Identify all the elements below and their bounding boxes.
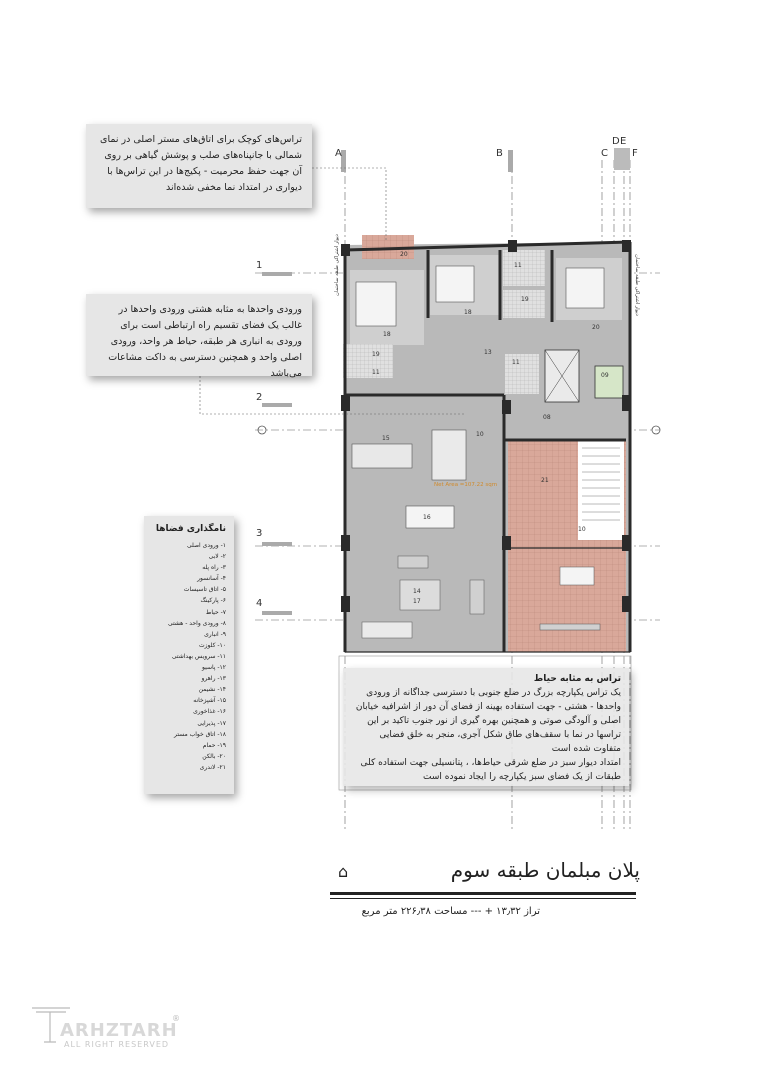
legend-item: ۳- راه پله — [202, 564, 226, 572]
room-tag: 14 — [413, 588, 421, 595]
room-tag: 19 — [372, 351, 380, 358]
legend-item: ۲- لابی — [208, 553, 226, 561]
arhztarh-logo — [30, 1002, 180, 1052]
title-underline — [330, 892, 636, 895]
grid-col-label: C — [601, 148, 608, 159]
terrace-note-body: یک تراس یکپارچه بزرگ در ضلع جنوبی با دسترسی جداگانه از ورودی واحدها - هشتی - جهت استفاده بهینه از فضای آن دور از اشرافیه خیابان اصلی و آلودگی صوتی و همچنین بهره گیری از نور جنوب تاکید بر این تراسها در نما با سقف‌های طاق شکل آجری، منجر به خلق فضایی متفاوت شده است — [355, 688, 621, 754]
legend-item: ۹- انباری — [204, 630, 226, 638]
legend-item: ۱۹- حمام — [202, 741, 226, 749]
legend-item: ۲۱- لاندری — [199, 763, 226, 771]
legend-item: ۱۸- اتاق خواب مستر — [174, 730, 226, 738]
room-tag: 18 — [464, 309, 472, 316]
room-tag: 10 — [476, 431, 484, 438]
room-tag: 11 — [512, 359, 520, 366]
room-tag: 17 — [413, 598, 421, 605]
room-tag: 11 — [372, 369, 380, 376]
grid-row-label: 4 — [256, 598, 263, 609]
spaces-legend — [144, 516, 234, 794]
legend-title: نامگذاری فضاها — [155, 524, 226, 534]
room-tag: 08 — [543, 414, 551, 421]
legend-item: ۱۳- راهرو — [201, 675, 226, 683]
legend-item: ۵- اتاق تاسیسات — [183, 586, 226, 594]
room-tag: 18 — [383, 331, 391, 338]
grid-col-label: A — [335, 148, 342, 159]
side-label-left: دیوار اشتراکی طبقه ساختمان — [333, 234, 340, 296]
grid-col-label: B — [496, 148, 503, 159]
room-tag: 11 — [514, 262, 522, 269]
logo-name: ARHZTARH — [60, 1020, 178, 1041]
legend-item: ۱- ورودی اصلی — [186, 542, 226, 549]
legend-item: ۷- حیاط — [205, 608, 226, 616]
room-tag: 19 — [521, 296, 529, 303]
terrace-note-body-2: امتداد دیوار سبز در ضلع شرقی حیاط‌ها، ، پتانسیلی جهت استفاده کلی طبقات از یک فضای سبز یکپارچه را ایجاد نموده است — [360, 758, 621, 782]
room-tag: 15 — [382, 435, 390, 442]
note-terrace-as-yard — [343, 668, 629, 786]
drawing-subtitle: تراز ۱۳٫۳۲ + --- مساحت ۲۲۶٫۳۸ متر مربع — [361, 906, 540, 917]
legend-item: ۶- پارکینگ — [200, 597, 226, 605]
legend-item: ۸- ورودی واحد - هشتی — [167, 619, 226, 627]
legend-item: ۱۶- غذاخوری — [193, 708, 226, 716]
grid-row-label: 3 — [256, 528, 263, 539]
logo-registered: ® — [172, 1014, 180, 1023]
note-unit-entry: ورودی واحدها به مثابه هشتی ورودی واحدها در غالب یک فضای تقسیم راه ارتباطی است برای ورودی به انباری هر طبقه، حیاط هر واحد، ورودی اصلی واحد و همچنین دسترسی به داکت مشاعات می‌باشد — [86, 294, 312, 376]
grid-col-label: F — [632, 148, 638, 159]
grid-row-label: 1 — [256, 260, 263, 271]
grid-row-label: 2 — [256, 392, 263, 403]
side-label-right: دیوار اشتراکی طبقه ساختمان — [633, 254, 640, 316]
legend-item: ۱۲- پاسیو — [202, 664, 226, 672]
terrace-note-title: تراس به مثابه حیاط — [533, 674, 621, 684]
title-underline-thin — [330, 898, 636, 899]
legend-item: ۲۰- بالکن — [202, 752, 226, 760]
legend-item: ۴- آسانسور — [197, 575, 226, 583]
room-tag: 10 — [578, 526, 586, 533]
room-tag: 20 — [592, 324, 600, 331]
room-tag: 09 — [601, 372, 609, 379]
room-tag: 21 — [541, 477, 549, 484]
north-arrow-icon: ⌂ — [338, 862, 349, 881]
legend-item: ۱۰- کلوزت — [198, 641, 226, 649]
grid-col-label: E — [620, 136, 627, 147]
room-tag: 16 — [423, 514, 431, 521]
legend-item: ۱۴- نشیمن — [198, 686, 226, 694]
room-tag: 20 — [400, 251, 408, 258]
grid-col-label: D — [612, 136, 620, 147]
drawing-title: پلان مبلمان طبقه سوم — [450, 858, 640, 882]
legend-item: ۱۷- پذیرایی — [197, 719, 226, 727]
net-area-label: Net Area =107.22 sqm — [434, 482, 498, 488]
note-north-terraces: تراس‌های کوچک برای اتاق‌های مستر اصلی در نمای شمالی با جانپناه‌های صلب و پوشش گیاهی بر روی آن جهت حفظ محرمیت - پکیج‌ها در این تراس‌ها با دیواری در امتداد نما مخفی شده‌اند — [86, 124, 312, 208]
legend-item: ۱۵- آشپزخانه — [193, 697, 226, 705]
legend-item: ۱۱- سرویس بهداشتی — [171, 652, 226, 660]
logo-sub: ALL RIGHT RESERVED — [64, 1040, 170, 1049]
room-tag: 13 — [484, 349, 492, 356]
